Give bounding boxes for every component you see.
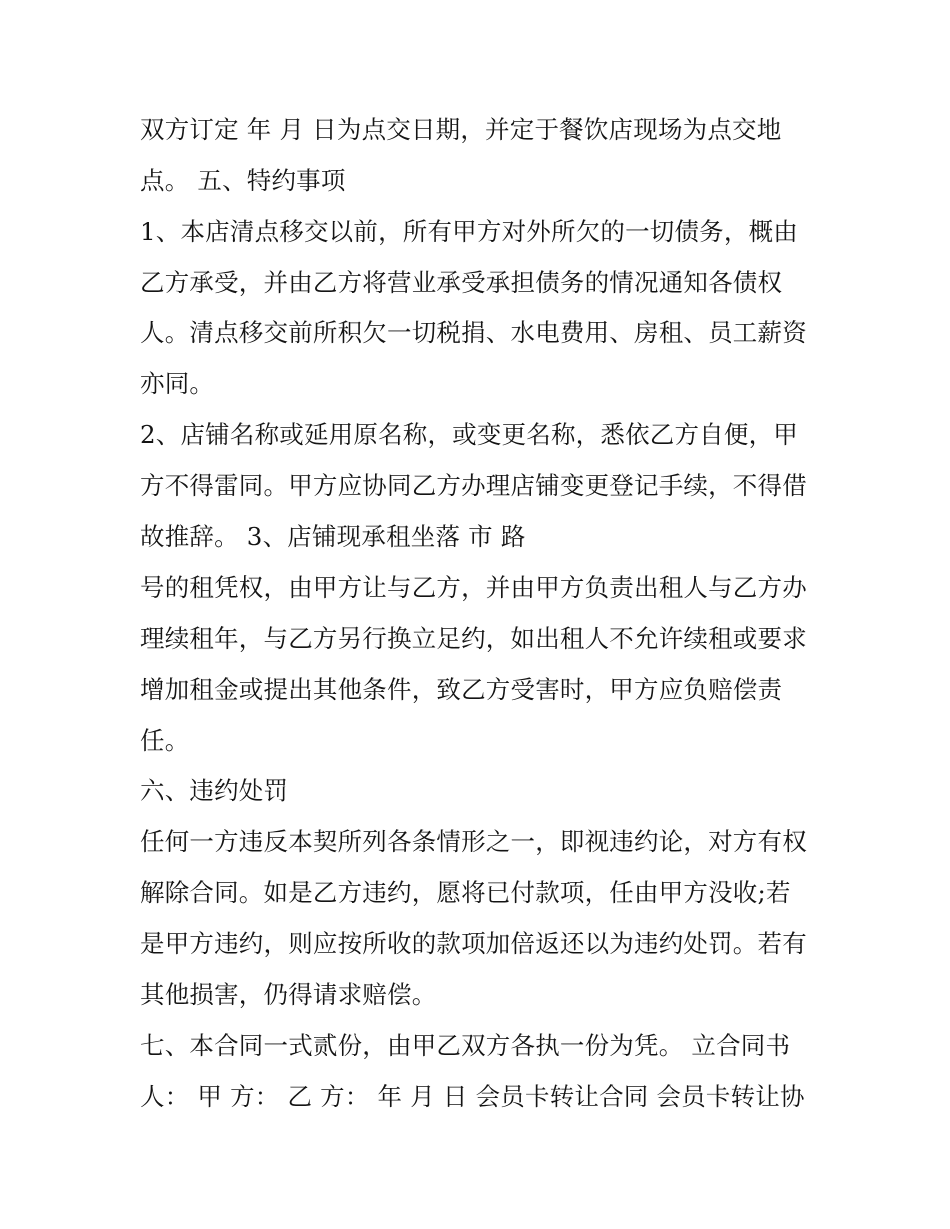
text-line: 任。 (140, 726, 190, 755)
text-line: 亦同。 (140, 369, 215, 398)
text-line: 乙方承受，并由乙方将营业承受承担债务的情况通知各债权 (140, 268, 783, 297)
text-line: 1、本店清点移交以前，所有甲方对外所欠的一切债务，概由 (140, 217, 798, 246)
text-line: 点。 五、特约事项 (140, 166, 346, 195)
text-line: 故推辞。 3、店铺现承租坐落 市 路 (140, 522, 526, 551)
section-heading: 六、违约处罚 (140, 776, 289, 805)
text-line: 七、本合同一式贰份，由甲乙双方各执一份为凭。 立合同书 (140, 1031, 791, 1060)
text-line: 任何一方违反本契所列各条情形之一，即视违约论，对方有权 (140, 827, 807, 856)
text-line: 其他损害，仍得请求赔偿。 (140, 980, 437, 1009)
text-line: 人。清点移交前所积欠一切税捐、水电费用、房租、员工薪资 (140, 318, 807, 347)
text-line: 增加租金或提出其他条件，致乙方受害时，甲方应负赔偿责 (140, 675, 783, 704)
text-line: 方不得雷同。甲方应协同乙方办理店铺变更登记手续，不得借 (140, 471, 807, 500)
text-line: 是甲方违约，则应按所收的款项加倍返还以为违约处罚。若有 (140, 929, 807, 958)
text-line: 解除合同。如是乙方违约，愿将已付款项，任由甲方没收;若 (140, 878, 791, 907)
text-line: 人： 甲 方： 乙 方： 年 月 日 会员卡转让合同 会员卡转让协 (140, 1082, 805, 1111)
text-line: 双方订定 年 月 日为点交日期，并定于餐饮店现场为点交地 (140, 115, 782, 144)
text-line: 理续租年，与乙方另行换立足约，如出租人不允许续租或要求 (140, 624, 807, 653)
text-line: 2、店铺名称或延用原名称，或变更名称，悉依乙方自便，甲 (140, 420, 798, 449)
text-line: 号的租凭权，由甲方让与乙方，并由甲方负责出租人与乙方办 (140, 573, 807, 602)
